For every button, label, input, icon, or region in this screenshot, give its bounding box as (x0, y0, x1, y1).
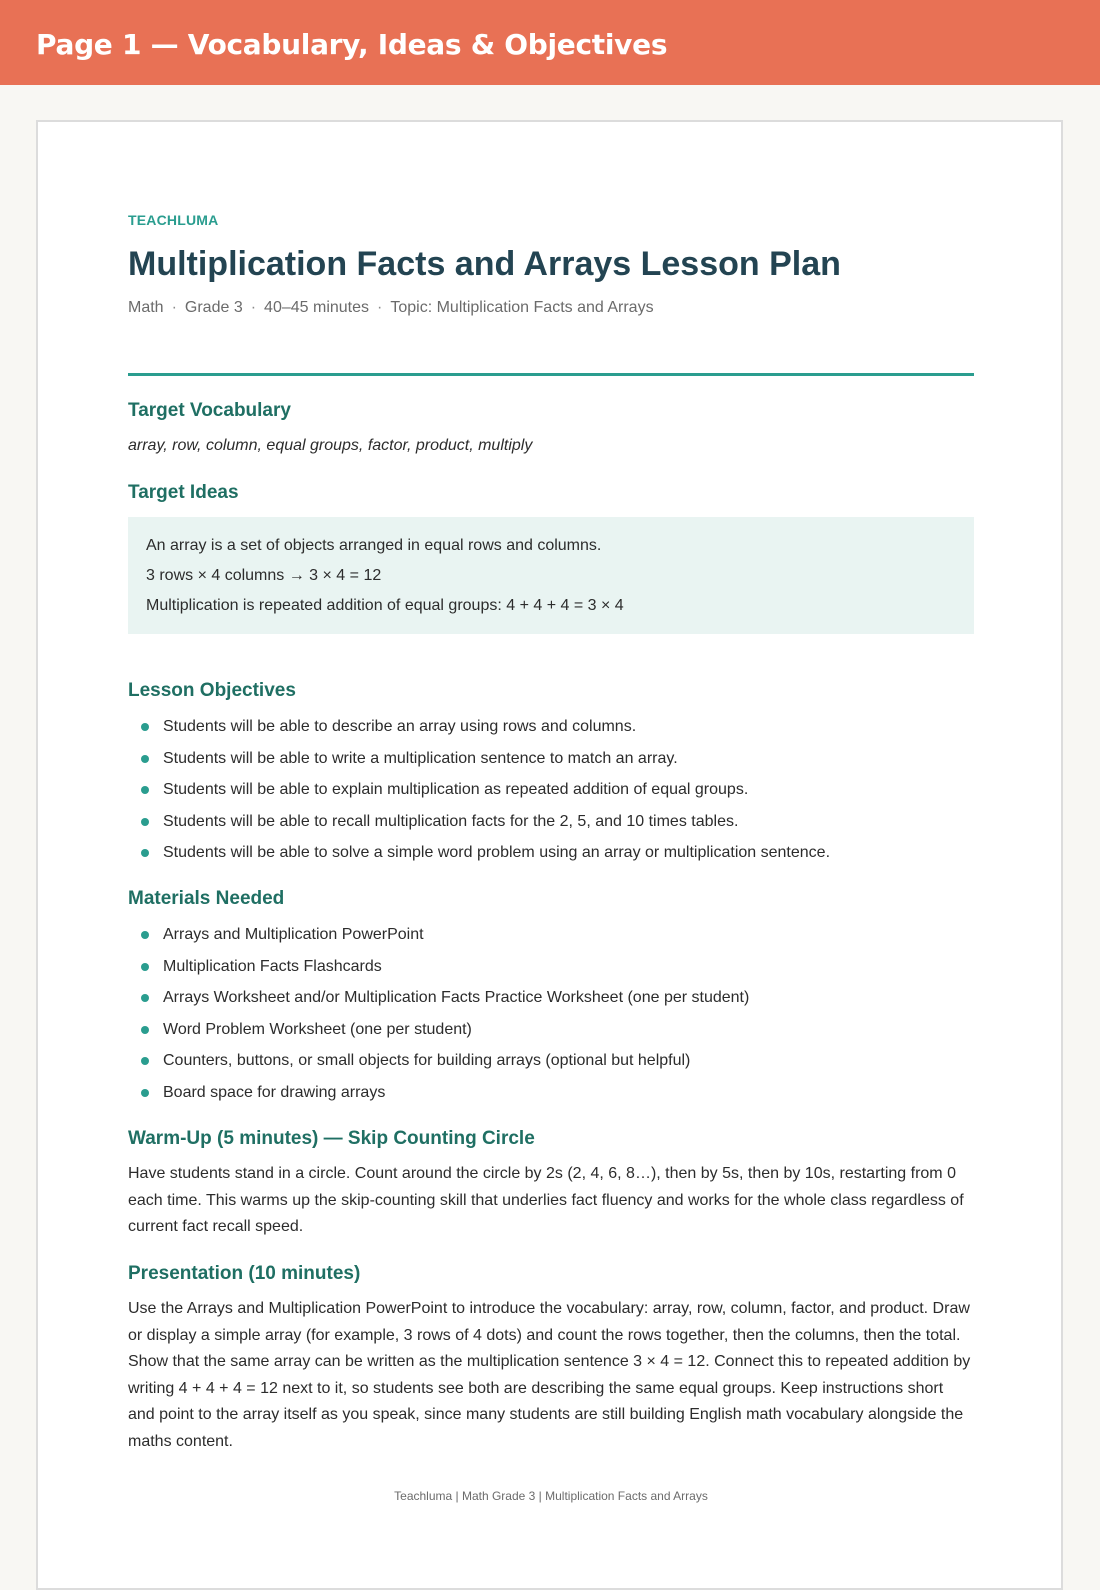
objective-text: Students will be able to write a multiplication sentence to match an array. (163, 749, 678, 767)
list-item (128, 811, 830, 843)
bullet-icon (141, 755, 149, 763)
meta-topic: Topic: Multiplication Facts and Arrays (390, 299, 654, 316)
vocabulary-list: array, row, column, equal groups, factor, product, multiply (128, 437, 533, 454)
presentation-heading: Presentation (10 minutes) (128, 1263, 361, 1284)
page-footer: Teachluma | Math Grade 3 | Multiplication Facts and Arrays (394, 1489, 708, 1503)
material-text: Word Problem Worksheet (one per student) (163, 1020, 472, 1038)
bullet-icon (141, 1089, 149, 1097)
list-item (128, 1082, 749, 1114)
material-text: Arrays and Multiplication PowerPoint (163, 926, 424, 943)
material-text: Board space for drawing arrays (163, 1083, 386, 1101)
list-item (128, 1019, 749, 1051)
bullet-icon (141, 818, 149, 826)
material-text: Counters, buttons, or small objects for building arrays (optional but helpful) (163, 1052, 691, 1070)
bullet-icon (141, 994, 149, 1002)
ideas-heading: Target Ideas (128, 482, 239, 503)
objective-text: Students will be able to solve a simple word problem using an array or multiplication sentence. (163, 844, 831, 862)
list-item (128, 842, 830, 874)
material-text: Multiplication Facts Flashcards (163, 957, 382, 975)
meta-separator: · (250, 299, 257, 316)
brand-label: TEACHLUMA (128, 212, 219, 228)
bullet-icon (141, 1026, 149, 1034)
bullet-icon (141, 963, 149, 971)
bullet-icon (141, 1057, 149, 1065)
bullet-icon (141, 786, 149, 794)
vocabulary-heading: Target Vocabulary (128, 400, 291, 421)
banner-title: Page 1 — Vocabulary, Ideas & Objectives (36, 28, 668, 61)
objective-text: Students will be able to describe an array using rows and columns. (163, 718, 637, 735)
objective-text: Students will be able to explain multiplication as repeated addition of equal groups. (163, 781, 749, 799)
list-item (128, 924, 749, 956)
list-item (128, 1050, 749, 1082)
list-item (128, 987, 749, 1019)
list-item (128, 716, 830, 748)
page-title: Multiplication Facts and Arrays Lesson Plan (128, 245, 841, 283)
warmup-heading: Warm-Up (5 minutes) — Skip Counting Circle (128, 1128, 535, 1149)
document-page (36, 120, 1063, 1590)
materials-heading: Materials Needed (128, 888, 285, 909)
objective-text: Students will be able to recall multiplication facts for the 2, 5, and 10 times tables. (163, 812, 739, 830)
list-item (128, 779, 830, 811)
bullet-icon (141, 849, 149, 857)
meta-separator: · (377, 299, 383, 316)
lesson-meta (128, 297, 654, 319)
warmup-paragraph: Have students stand in a circle. Count around the circle by 2s (2, 4, 6, 8…), then by 5s, then by 10s, restarting from 0 each time. This warms up the skip-counting skill that underlies fact fluency and works for the whole class regardless of current fact recall speed. (128, 1165, 964, 1236)
header-divider (128, 373, 974, 376)
bullet-icon (141, 931, 149, 939)
idea-line: An array is a set of objects arranged in equal rows and columns. (146, 537, 602, 554)
objectives-heading: Lesson Objectives (128, 680, 296, 701)
materials-list (128, 924, 749, 1114)
list-item (128, 748, 830, 780)
bullet-icon (141, 723, 149, 731)
meta-duration: 40–45 minutes (264, 299, 370, 316)
objectives-list (128, 716, 830, 874)
idea-line: 3 rows × 4 columns → 3 × 4 = 12 (146, 567, 382, 584)
meta-subject: Math (128, 299, 164, 316)
material-text: Arrays Worksheet and/or Multiplication Facts Practice Worksheet (one per student) (163, 989, 750, 1007)
meta-separator: · (171, 299, 177, 316)
idea-line: Multiplication is repeated addition of equal groups: 4 + 4 + 4 = 3 × 4 (146, 597, 624, 614)
list-item (128, 956, 749, 988)
page-banner (0, 0, 1100, 85)
ideas-callout (128, 517, 974, 634)
presentation-paragraph: Use the Arrays and Multiplication PowerPoint to introduce the vocabulary: array, row, column, factor, and product. Draw or display a simple array (for example, 3 rows of 4 dots) and count the rows together, then the columns, then the total. Show that the same array can be written as the multiplication sentence 3 × 4 = 12. Connect this to repeated addition by writing 4 + 4 + 4 = 12 next to it, so students see both are describing the same equal groups. Keep instructions short and point to the array itself as you speak, since many students are still building English math vocabulary alongside the maths content. (128, 1300, 971, 1450)
meta-grade: Grade 3 (184, 299, 243, 316)
